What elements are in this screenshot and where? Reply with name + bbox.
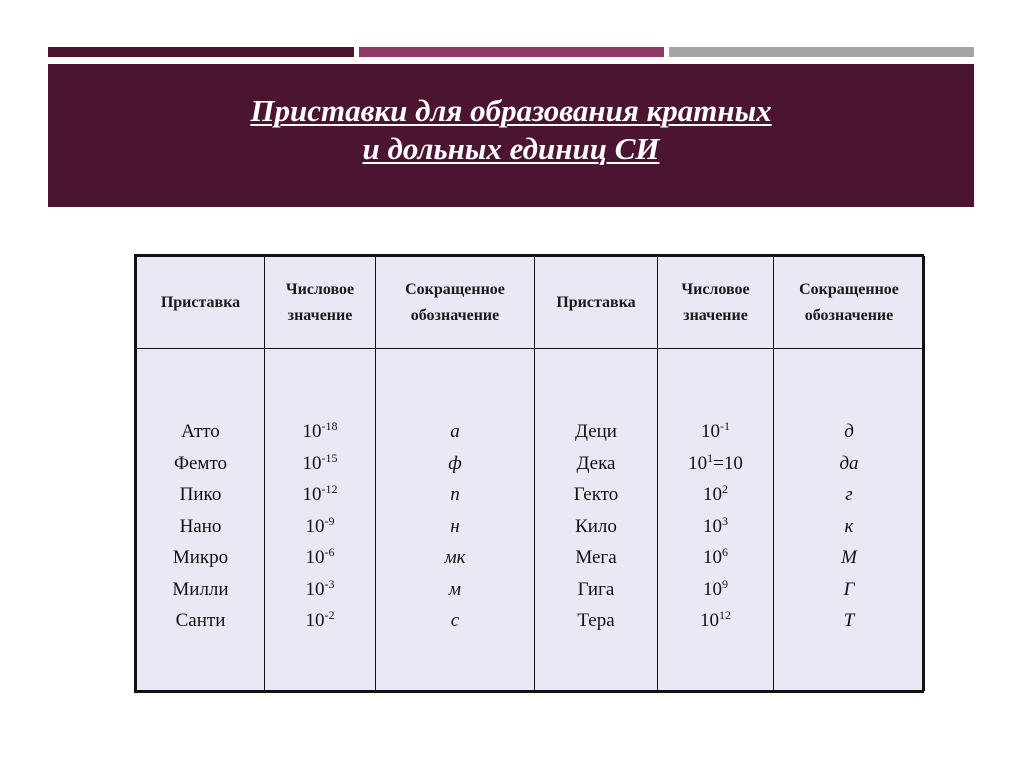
symbol-text: да: [839, 452, 859, 474]
header-prefix-left: [137, 257, 265, 349]
prefix-name: Фемто: [173, 452, 228, 474]
symbol-text: ф: [448, 452, 462, 474]
value-exponent: -15: [321, 450, 338, 465]
value-base: 10: [302, 421, 322, 442]
accent-stripe-dark: [48, 47, 354, 57]
numeric-value: [265, 574, 375, 606]
symbol-text: с: [450, 610, 460, 631]
numeric-value: [658, 605, 773, 637]
numeric-value: [265, 479, 375, 511]
value-base: 10: [703, 515, 722, 537]
numeric-value: [265, 416, 375, 448]
accent-stripe-magenta: [359, 47, 664, 57]
header-text: значение: [683, 306, 748, 324]
value-base: 10: [305, 547, 325, 568]
prefix-name: Атто: [181, 421, 220, 442]
numeric-value: [265, 511, 375, 543]
symbol-text: п: [450, 484, 460, 505]
value-base: 10: [305, 610, 325, 631]
prefix-name: Милли: [172, 578, 229, 600]
value-exponent: 12: [719, 608, 731, 622]
value-base: 10: [701, 421, 720, 442]
value-exponent: -6: [324, 545, 335, 559]
numeric-value: [658, 542, 773, 574]
header-text: обозначение: [804, 306, 894, 324]
value-base: 10: [703, 578, 722, 600]
table-header-row: [137, 257, 925, 349]
header-value-right: [658, 257, 774, 349]
header-text: Сокращенное: [799, 280, 899, 298]
symbol-text: м: [448, 578, 462, 600]
value-base: 10: [703, 547, 722, 568]
prefix-name: Гига: [577, 578, 615, 600]
header-text: Приставка: [160, 293, 241, 311]
value-exponent: 3: [722, 513, 728, 528]
value-base: 10: [700, 610, 719, 631]
numeric-value: [265, 448, 375, 480]
value-exponent: 2: [722, 482, 728, 496]
symbol-list-right: [774, 349, 925, 691]
value-tail: =10: [713, 452, 743, 474]
prefix-name: Санти: [175, 610, 226, 631]
value-base: 10: [305, 515, 325, 537]
value-exponent: -12: [321, 482, 338, 496]
symbol-text: н: [450, 515, 460, 537]
value-base: 10: [305, 578, 325, 600]
prefix-list-left: [137, 349, 265, 691]
symbol-text: к: [844, 515, 854, 537]
value-exponent: 6: [722, 545, 728, 559]
symbol-text: Г: [843, 578, 855, 600]
title-banner: [48, 64, 974, 207]
prefix-table: [134, 254, 924, 693]
numeric-value: [658, 511, 773, 543]
prefix-name: Пико: [179, 484, 222, 505]
value-exponent: -1: [720, 419, 730, 433]
header-value-left: [265, 257, 376, 349]
header-text: Сокращенное: [405, 280, 505, 298]
value-exponent: -2: [324, 608, 335, 622]
value-base: 10: [302, 452, 322, 474]
header-text: Числовое: [681, 280, 750, 298]
table-body-row: [137, 349, 925, 691]
value-exponent: -18: [321, 419, 338, 433]
symbol-list-left: [376, 349, 535, 691]
value-base: 10: [302, 484, 322, 505]
symbol-text: а: [450, 421, 460, 442]
numeric-value: [658, 574, 773, 606]
value-exponent: -3: [324, 576, 335, 591]
symbol-text: д: [844, 421, 854, 442]
prefix-name: Микро: [172, 547, 229, 568]
header-prefix-right: [535, 257, 658, 349]
symbol-text: г: [845, 484, 853, 505]
value-list-right: [658, 349, 774, 691]
value-exponent: 1: [707, 450, 714, 465]
prefix-name: Деци: [575, 421, 617, 442]
slide-title-line-1: Приставки для образования кратных: [250, 92, 772, 128]
value-exponent: 9: [722, 576, 728, 591]
header-text: обозначение: [410, 306, 500, 324]
header-text: Числовое: [285, 280, 355, 298]
symbol-text: Т: [843, 610, 855, 631]
symbol-text: М: [841, 547, 857, 568]
value-base: 10: [688, 452, 708, 474]
prefix-name: Гекто: [573, 484, 619, 505]
prefix-name: Мега: [575, 547, 617, 568]
value-base: 10: [703, 484, 722, 505]
header-text: Приставка: [556, 293, 636, 311]
value-list-left: [265, 349, 376, 691]
prefix-name: Тера: [577, 610, 615, 631]
prefix-name: Нано: [179, 515, 222, 537]
numeric-value: [265, 542, 375, 574]
header-symbol-left: [376, 257, 535, 349]
prefix-list-right: [535, 349, 658, 691]
value-exponent: -9: [324, 513, 335, 528]
slide-title-line-2: и дольных единиц СИ: [362, 130, 660, 166]
prefix-name: Дека: [576, 452, 616, 474]
header-symbol-right: [774, 257, 925, 349]
accent-stripe-gray: [669, 47, 974, 57]
numeric-value: [265, 605, 375, 637]
header-text: значение: [287, 306, 353, 324]
numeric-value: [658, 416, 773, 448]
prefix-name: Кило: [575, 515, 617, 537]
numeric-value: [658, 448, 773, 480]
symbol-text: мк: [444, 547, 466, 568]
numeric-value: [658, 479, 773, 511]
